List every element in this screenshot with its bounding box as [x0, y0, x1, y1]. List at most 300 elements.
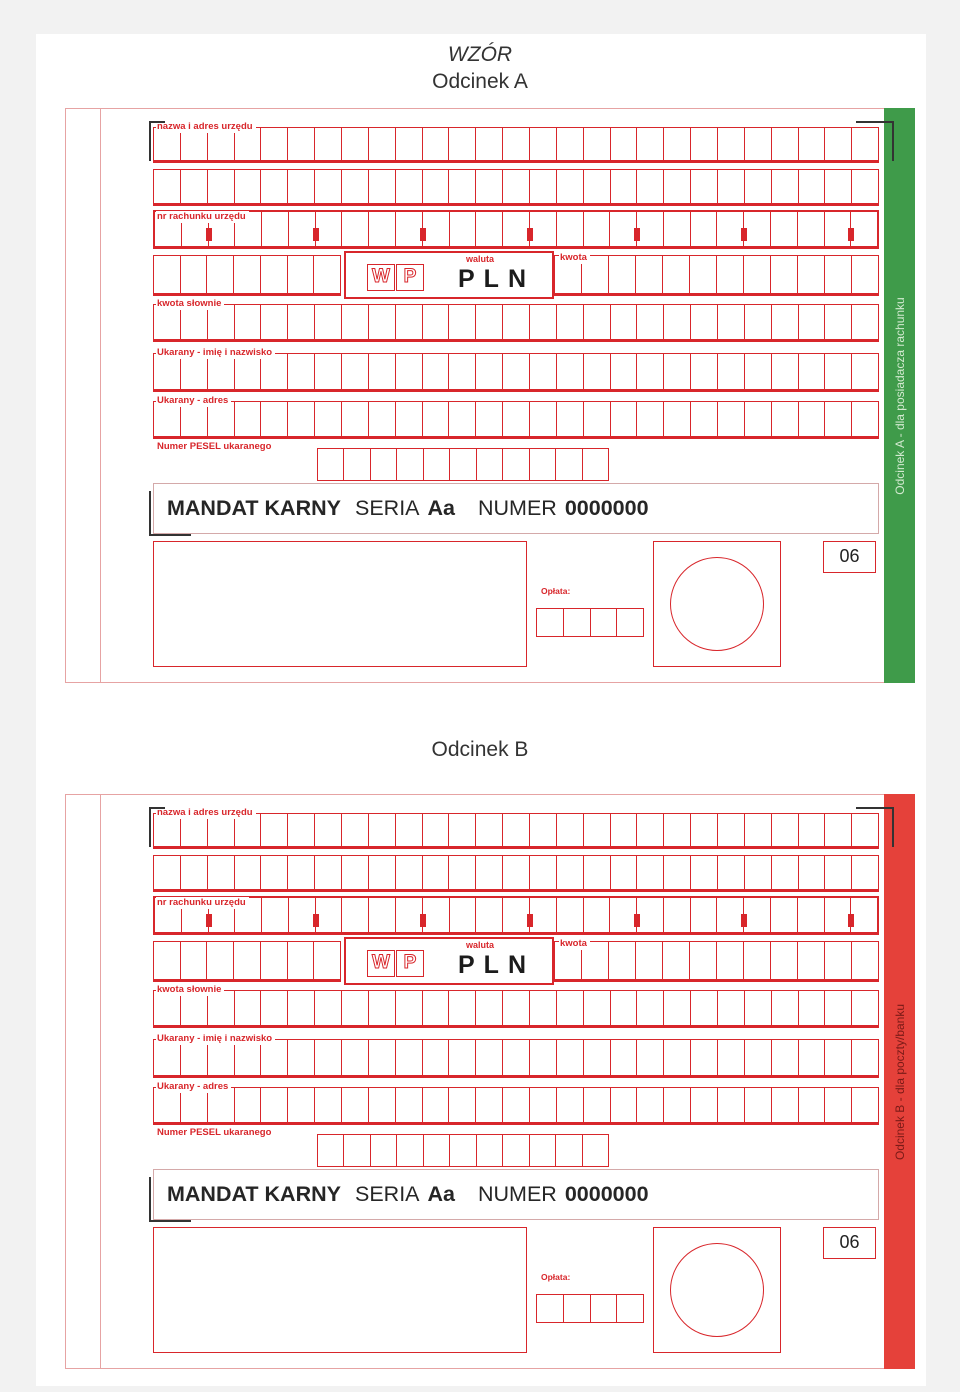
char-cell — [662, 256, 689, 293]
char-cell — [663, 1040, 690, 1075]
char-cell — [529, 1088, 556, 1122]
char-cell — [824, 1040, 851, 1075]
char-cell — [771, 991, 798, 1025]
char-cell — [583, 354, 610, 389]
char-cell — [529, 1135, 555, 1166]
char-cell — [260, 942, 287, 979]
char-cell — [475, 305, 502, 339]
char-cell — [287, 305, 314, 339]
char-cell — [234, 354, 261, 389]
char-cell — [207, 305, 234, 339]
char-cell — [636, 856, 663, 889]
char-cell — [422, 856, 449, 889]
char-cell — [475, 354, 502, 389]
char-cell — [368, 991, 395, 1025]
margin-line — [100, 795, 101, 1368]
char-cell — [395, 212, 422, 246]
penalized-name-label: Ukarany - imię i nazwisko — [156, 347, 275, 359]
amount-words-row — [153, 304, 879, 342]
char-cell — [449, 449, 475, 480]
char-cell — [824, 942, 851, 979]
char-cell — [502, 1088, 529, 1122]
char-cell — [422, 1088, 449, 1122]
char-cell — [368, 1040, 395, 1075]
char-cell — [556, 1040, 583, 1075]
char-cell — [234, 305, 261, 339]
char-cell — [422, 991, 449, 1025]
char-cell — [422, 128, 449, 160]
char-cell — [743, 256, 770, 293]
char-cell — [341, 305, 368, 339]
char-cell — [180, 354, 207, 389]
char-cell — [583, 1040, 610, 1075]
currency-value: PLN — [458, 265, 535, 293]
char-cell — [824, 1088, 851, 1122]
char-cell — [717, 305, 744, 339]
char-cell — [850, 898, 877, 932]
char-cell — [798, 402, 825, 436]
char-cell — [318, 449, 343, 480]
char-cell — [824, 305, 851, 339]
char-cell — [824, 991, 851, 1025]
char-cell — [287, 1040, 314, 1075]
char-cell — [537, 1295, 563, 1322]
char-cell — [529, 128, 556, 160]
char-cell — [370, 449, 396, 480]
char-cell — [583, 856, 610, 889]
office-name-label: nazwa i adres urzędu — [156, 807, 256, 819]
char-cell — [537, 609, 563, 636]
char-cell — [448, 1088, 475, 1122]
char-cell — [771, 402, 798, 436]
char-cell — [743, 212, 770, 246]
char-cell — [743, 942, 770, 979]
char-cell — [744, 814, 771, 846]
char-cell — [690, 305, 717, 339]
char-cell — [663, 898, 690, 932]
char-cell — [744, 354, 771, 389]
char-cell — [260, 1040, 287, 1075]
char-cell — [314, 402, 341, 436]
char-cell — [563, 609, 590, 636]
transfer-mark-letter-w: W — [367, 950, 395, 977]
section-title-a: Odcinek A — [432, 70, 528, 93]
char-cell — [341, 991, 368, 1025]
char-cell — [717, 354, 744, 389]
char-cell — [744, 305, 771, 339]
char-cell — [663, 856, 690, 889]
office-name-row-1 — [153, 813, 879, 849]
char-cell — [395, 170, 422, 203]
char-cell — [287, 256, 314, 293]
char-cell — [368, 128, 395, 160]
char-cell — [180, 305, 207, 339]
char-cell — [636, 814, 663, 846]
char-cell — [610, 991, 637, 1025]
office-name-row-2 — [153, 855, 879, 892]
stamp-circle — [670, 557, 764, 651]
side-strip-label: Odcinek B - dla poczty/banku — [892, 1003, 907, 1160]
number-label: NUMER — [478, 1182, 557, 1206]
char-cell — [610, 856, 637, 889]
transfer-mark-letter-p: P — [396, 950, 424, 977]
char-cell — [234, 1088, 261, 1122]
char-cell — [341, 354, 368, 389]
char-cell — [556, 354, 583, 389]
char-cell — [689, 256, 716, 293]
stamp-box — [653, 541, 781, 667]
number-value: 0000000 — [564, 496, 649, 520]
char-cell — [154, 856, 180, 889]
char-cell — [502, 1040, 529, 1075]
char-cell — [663, 212, 690, 246]
char-cell — [744, 1088, 771, 1122]
side-strip — [884, 108, 915, 683]
char-cell — [798, 856, 825, 889]
char-cell — [475, 128, 502, 160]
char-cell — [395, 354, 422, 389]
char-cell — [315, 212, 342, 246]
char-cell — [502, 305, 529, 339]
char-cell — [716, 898, 743, 932]
char-cell — [154, 942, 180, 979]
char-cell — [851, 1088, 878, 1122]
char-cell — [797, 942, 824, 979]
char-cell — [583, 212, 610, 246]
char-cell — [663, 814, 690, 846]
char-cell — [395, 856, 422, 889]
char-cell — [609, 212, 636, 246]
penalized-address-row — [153, 1087, 879, 1125]
char-cell — [690, 170, 717, 203]
ticket-title: MANDAT KARNY — [167, 1182, 341, 1206]
char-cell — [233, 256, 260, 293]
char-cell — [154, 354, 180, 389]
char-cell — [154, 1040, 180, 1075]
char-cell — [314, 305, 341, 339]
left-code-cells — [153, 941, 341, 982]
char-cell — [395, 898, 422, 932]
char-cell — [690, 128, 717, 160]
char-cell — [582, 449, 608, 480]
account-number-label: nr rachunku urzędu — [156, 897, 249, 909]
pesel-cells — [317, 1134, 609, 1167]
char-cell — [636, 305, 663, 339]
char-cell — [662, 942, 689, 979]
char-cell — [556, 814, 583, 846]
char-cell — [616, 1295, 643, 1322]
series-value: Aa — [427, 1182, 455, 1206]
currency-label: waluta — [466, 940, 495, 950]
char-cell — [663, 128, 690, 160]
currency-label: waluta — [466, 254, 495, 264]
account-number-label: nr rachunku urzędu — [156, 211, 249, 223]
char-cell — [529, 354, 556, 389]
pesel-label: Numer PESEL ukaranego — [156, 441, 274, 453]
char-cell — [529, 991, 556, 1025]
char-cell — [422, 170, 449, 203]
char-cell — [556, 212, 583, 246]
char-cell — [422, 814, 449, 846]
char-cell — [475, 856, 502, 889]
char-cell — [207, 856, 234, 889]
penalty-ticket-form-b — [65, 794, 915, 1369]
corner-mark-bottom-left — [149, 491, 191, 536]
char-cell — [341, 814, 368, 846]
char-cell — [556, 402, 583, 436]
char-cell — [423, 1135, 449, 1166]
char-cell — [583, 128, 610, 160]
char-cell — [851, 305, 878, 339]
char-cell — [824, 128, 851, 160]
char-cell — [395, 1040, 422, 1075]
currency-box — [344, 251, 554, 299]
char-cell — [663, 991, 690, 1025]
char-cell — [608, 942, 635, 979]
char-cell — [475, 170, 502, 203]
margin-line — [100, 109, 101, 682]
char-cell — [770, 256, 797, 293]
char-cell — [368, 170, 395, 203]
char-cell — [154, 1088, 180, 1122]
char-cell — [206, 942, 233, 979]
char-cell — [610, 814, 637, 846]
char-cell — [260, 305, 287, 339]
char-cell — [824, 402, 851, 436]
account-number-row — [153, 210, 879, 249]
amount-row — [554, 941, 879, 982]
char-cell — [529, 402, 556, 436]
number-value: 0000000 — [564, 1182, 649, 1206]
char-cell — [717, 1040, 744, 1075]
char-cell — [636, 212, 663, 246]
char-cell — [341, 856, 368, 889]
char-cell — [771, 128, 798, 160]
char-cell — [824, 256, 851, 293]
char-cell — [234, 856, 261, 889]
char-cell — [288, 898, 315, 932]
char-cell — [502, 1135, 528, 1166]
char-cell — [636, 1040, 663, 1075]
char-cell — [502, 991, 529, 1025]
char-cell — [824, 212, 851, 246]
char-cell — [556, 898, 583, 932]
char-cell — [529, 170, 556, 203]
series-label: SERIA — [354, 1182, 420, 1206]
char-cell — [771, 354, 798, 389]
char-cell — [771, 856, 798, 889]
char-cell — [368, 354, 395, 389]
char-cell — [341, 212, 368, 246]
char-cell — [563, 1295, 590, 1322]
char-cell — [556, 305, 583, 339]
char-cell — [583, 170, 610, 203]
char-cell — [154, 305, 180, 339]
char-cell — [529, 212, 556, 246]
char-cell — [475, 898, 502, 932]
char-cell — [635, 256, 662, 293]
char-cell — [396, 1135, 422, 1166]
amount-label: kwota — [559, 252, 590, 264]
char-cell — [368, 1088, 395, 1122]
char-cell — [422, 212, 449, 246]
char-cell — [717, 991, 744, 1025]
left-code-cells — [153, 255, 341, 296]
char-cell — [798, 1040, 825, 1075]
char-cell — [260, 814, 287, 846]
char-cell — [583, 1088, 610, 1122]
char-cell — [798, 354, 825, 389]
char-cell — [341, 402, 368, 436]
char-cell — [690, 1088, 717, 1122]
char-cell — [850, 212, 877, 246]
char-cell — [154, 991, 180, 1025]
char-cell — [475, 212, 502, 246]
char-cell — [395, 814, 422, 846]
char-cell — [690, 212, 717, 246]
char-cell — [851, 991, 878, 1025]
char-cell — [313, 256, 340, 293]
penalty-ticket-form-a — [65, 108, 915, 683]
char-cell — [556, 856, 583, 889]
char-cell — [771, 1040, 798, 1075]
char-cell — [368, 305, 395, 339]
number-label: NUMER — [478, 496, 557, 520]
char-cell — [368, 402, 395, 436]
char-cell — [851, 1040, 878, 1075]
char-cell — [422, 898, 449, 932]
corner-mark-top-right — [856, 121, 894, 161]
char-cell — [717, 856, 744, 889]
char-cell — [555, 1135, 581, 1166]
char-cell — [207, 354, 234, 389]
char-cell — [798, 128, 825, 160]
char-cell — [529, 856, 556, 889]
char-cell — [234, 402, 261, 436]
char-cell — [716, 942, 743, 979]
char-cell — [529, 814, 556, 846]
corner-mark-top-right — [856, 807, 894, 847]
side-strip — [884, 794, 915, 1369]
char-cell — [368, 856, 395, 889]
section-title-b: Odcinek B — [431, 738, 529, 761]
char-cell — [690, 898, 717, 932]
char-cell — [287, 128, 314, 160]
office-name-label: nazwa i adres urzędu — [156, 121, 256, 133]
stamp-box — [653, 1227, 781, 1353]
char-cell — [851, 942, 878, 979]
char-cell — [824, 898, 851, 932]
char-cell — [744, 991, 771, 1025]
char-cell — [423, 449, 449, 480]
char-cell — [341, 170, 368, 203]
char-cell — [154, 256, 180, 293]
char-cell — [341, 898, 368, 932]
char-cell — [475, 814, 502, 846]
char-cell — [207, 1040, 234, 1075]
char-cell — [207, 1088, 234, 1122]
char-cell — [260, 170, 287, 203]
char-cell — [502, 170, 529, 203]
char-cell — [448, 354, 475, 389]
char-cell — [154, 402, 180, 436]
char-cell — [260, 402, 287, 436]
char-cell — [370, 1135, 396, 1166]
char-cell — [609, 898, 636, 932]
char-cell — [180, 256, 207, 293]
penalized-name-label: Ukarany - imię i nazwisko — [156, 1033, 275, 1045]
char-cell — [341, 1040, 368, 1075]
char-cell — [636, 354, 663, 389]
char-cell — [448, 814, 475, 846]
char-cell — [744, 128, 771, 160]
char-cell — [233, 942, 260, 979]
char-cell — [770, 942, 797, 979]
char-cell — [180, 170, 207, 203]
char-cell — [744, 856, 771, 889]
transfer-mark-letter-w: W — [367, 264, 395, 291]
char-cell — [689, 942, 716, 979]
char-cell — [770, 898, 797, 932]
char-cell — [207, 991, 234, 1025]
char-cell — [690, 856, 717, 889]
char-cell — [635, 942, 662, 979]
char-cell — [422, 402, 449, 436]
corner-mark-top-left — [149, 807, 165, 847]
char-cell — [716, 256, 743, 293]
office-name-row-1 — [153, 127, 879, 163]
char-cell — [260, 354, 287, 389]
char-cell — [448, 305, 475, 339]
char-cell — [502, 898, 529, 932]
char-cell — [475, 991, 502, 1025]
account-number-row — [153, 896, 879, 935]
char-cell — [287, 402, 314, 436]
char-cell — [663, 402, 690, 436]
char-cell — [314, 1040, 341, 1075]
char-cell — [234, 1040, 261, 1075]
ticket-heading — [153, 1169, 879, 1220]
char-cell — [180, 856, 207, 889]
char-cell — [314, 991, 341, 1025]
char-cell — [502, 449, 528, 480]
char-cell — [610, 1088, 637, 1122]
char-cell — [610, 128, 637, 160]
char-cell — [448, 991, 475, 1025]
char-cell — [556, 991, 583, 1025]
char-cell — [583, 991, 610, 1025]
char-cell — [422, 305, 449, 339]
char-cell — [475, 1040, 502, 1075]
char-cell — [851, 256, 878, 293]
char-cell — [315, 898, 342, 932]
char-cell — [717, 1088, 744, 1122]
char-cell — [261, 212, 288, 246]
char-cell — [556, 128, 583, 160]
char-cell — [287, 170, 314, 203]
char-cell — [690, 814, 717, 846]
char-cell — [529, 1040, 556, 1075]
char-cell — [797, 898, 824, 932]
char-cell — [180, 942, 207, 979]
char-cell — [260, 256, 287, 293]
ticket-title: MANDAT KARNY — [167, 496, 341, 520]
char-cell — [583, 898, 610, 932]
char-cell — [368, 814, 395, 846]
fee-cells — [536, 608, 644, 637]
char-cell — [797, 256, 824, 293]
char-cell — [180, 402, 207, 436]
